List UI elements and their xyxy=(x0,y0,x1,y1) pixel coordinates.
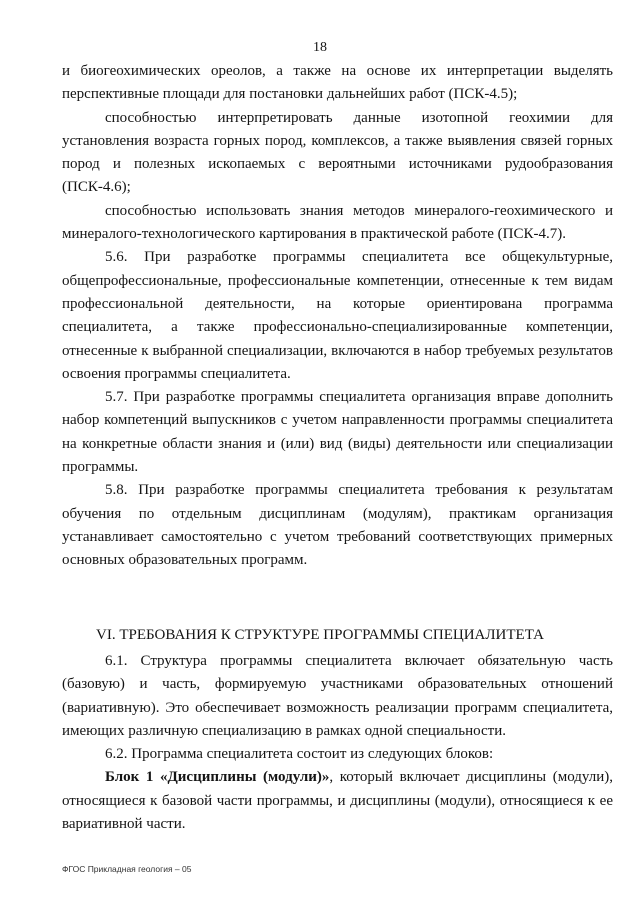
paragraph-pck-4-6: способностью интерпретировать данные изотопной геохимии для установления возраста горных пород, комплексов, а также выявления связей горных пород и полезных ископаемых с вероятными источниками рудообразования (ПСК-4.6); xyxy=(62,109,613,196)
main-text-bottom xyxy=(62,650,613,836)
block-1-description: , который включает дисциплины (модули), относящиеся к базовой части программы, и дисциплины (модули), относящиеся к ее вариативной части. xyxy=(62,769,613,833)
footer-label: ФГОС Прикладная геология – 05 xyxy=(62,864,192,874)
section-heading: VI. ТРЕБОВАНИЯ К СТРУКТУРЕ ПРОГРАММЫ СПЕЦИАЛИТЕТА xyxy=(96,627,544,643)
paragraph-5-8: 5.8. При разработке программы специалитета требования к результатам обучения по отдельным дисциплинам (модулям), практикам организация устанавливает самостоятельно с учетом требований соответствующих примерных основных образовательных программ. xyxy=(62,482,613,569)
page-number: 18 xyxy=(313,40,327,55)
paragraph-6-1: 6.1. Структура программы специалитета включает обязательную часть (базовую) и часть, формируемую участниками образовательных отношений (вариативную). Это обеспечивает возможность реализации программ специалитета, имеющих различную специализацию в рамках одной специальности. xyxy=(62,653,613,739)
paragraph-5-7: 5.7. При разработке программы специалитета организация вправе дополнить набор компетенций выпускников с учетом направленности программы специалитета на конкретные области знания и (или) вид (виды) деятельности или специализации программы. xyxy=(62,389,613,476)
paragraph-6-2: 6.2. Программа специалитета состоит из следующих блоков: xyxy=(105,746,494,763)
block-1-title: Блок 1 «Дисциплины (модули)» xyxy=(105,769,330,786)
paragraph-5-6: 5.6. При разработке программы специалитета все общекультурные, общепрофессиональные, профессиональные компетенции, отнесенные к тем видам профессиональной деятельности, на которые ориентирована программа специалитета, а также профессионально-специализированные компетенции, отнесенные к выбранной специализации, включаются в набор требуемых результатов освоения программы специалитета. xyxy=(62,249,613,382)
paragraph-block-1 xyxy=(62,766,613,836)
paragraph-pck-4-7: способностью использовать знания методов минералого-геохимического и минералого-технологического картирования в практической работе (ПСК-4.7). xyxy=(62,202,613,243)
paragraph-pck-4-5: и биогеохимических ореолов, а также на основе их интерпретации выделять перспективные площади для постановки дальнейших работ (ПСК-4.5); xyxy=(62,63,613,103)
main-text-top xyxy=(62,60,613,573)
